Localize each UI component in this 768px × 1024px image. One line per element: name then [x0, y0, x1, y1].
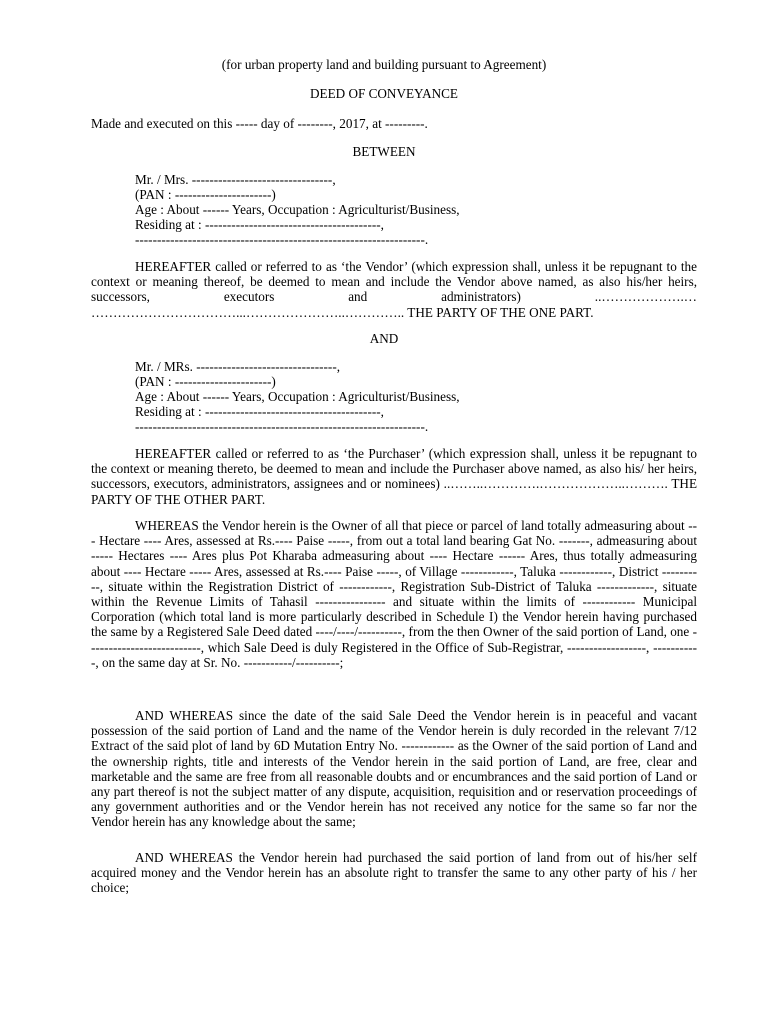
whereas-clause-3: AND WHEREAS the Vendor herein had purchased the said portion of land from out of his/her self acquired money and the Vendor herein has an absolute right to transfer the same to any other party of his / her choice; — [91, 850, 697, 896]
heading-note: (for urban property land and building pursuant to Agreement) — [221, 57, 547, 72]
vendor-address-line: ------------------------------------------------------------------. — [135, 232, 429, 247]
purchaser-address-line: ------------------------------------------------------------------. — [135, 419, 429, 434]
vendor-pan: (PAN : ----------------------) — [135, 187, 276, 202]
document-title: DEED OF CONVEYANCE — [310, 86, 458, 101]
vendor-name: Mr. / Mrs. --------------------------------, — [135, 172, 336, 187]
whereas-clause-2: AND WHEREAS since the date of the said Sale Deed the Vendor herein is in peaceful and vacant possession of the said portion of Land and the name of the Vendor herein is duly recorded in the relevant 7/12 Extract of the said plot of land by 6D Mutation Entry No. ------------ as the Owner of the said portion of Land and the ownership rights, title and interests of the Vendor herein in the said portion of Land, are free, clear and marketable and the same are free from all reasonable doubts and or encumbrances and the said portion of Land or any part thereof is not the subject matter of any dispute, acquisition, requisition and or reservation proceedings of any government authorities and or the Vendor herein has not received any notice for the same so far nor the Vendor herein has any knowledge about the same; — [91, 708, 697, 830]
purchaser-residing: Residing at : ----------------------------------------, — [135, 404, 384, 419]
vendor-age-occupation: Age : About ------ Years, Occupation : Agriculturist/Business, — [135, 202, 460, 217]
vendor-party-block — [135, 172, 615, 247]
purchaser-party-block — [135, 359, 615, 434]
purchaser-pan: (PAN : ----------------------) — [135, 374, 276, 389]
purchaser-name: Mr. / MRs. --------------------------------, — [135, 359, 341, 374]
and-label: AND — [369, 331, 399, 346]
made-executed-line: Made and executed on this ----- day of --------, 2017, at ---------. — [91, 116, 428, 131]
purchaser-clause: HEREAFTER called or referred to as ‘the Purchaser’ (which expression shall, unless it be repugnant to the context or meaning thereto, be deemed to mean and include the Purchaser above named, as also his/ her heirs, successors, executors, administrators, assignees and or nominees) ..……..………….………………..………. THE PARTY OF THE OTHER PART. — [91, 446, 697, 507]
between-label: BETWEEN — [352, 144, 416, 159]
purchaser-age-occupation: Age : About ------ Years, Occupation : Agriculturist/Business, — [135, 389, 460, 404]
whereas-clause-1: WHEREAS the Vendor herein is the Owner of all that piece or parcel of land totally admeasuring about --- Hectare ---- Ares, assessed at Rs.---- Paise -----, from out a total land bearing Gat No. -------, admeasuring about ----- Hectares ---- Ares plus Pot Kharaba admeasuring about ---- Hectare ------ Ares, thus totally admeasuring about ---- Hectare ----- Ares, assessed at Rs.---- Paise -----, of Village ------------, Taluka ------------, District ----------, situate within the Registration District of ------------, Registration Sub-District of Taluka -------------, situate within the Revenue Limits of Tahasil ---------------- and situate within the limits of ------------ Municipal Corporation (which total land is more particularly described in Schedule I) the Vendor herein having purchased the same by a Registered Sale Deed dated ----/----/----------, from the then Owner of the said portion of Land, one --------------------------, which Sale Deed is duly Registered in the Office of Sub-Registrar, ------------------, -----------, on the same day at Sr. No. -----------/----------; — [91, 518, 697, 670]
vendor-residing: Residing at : ----------------------------------------, — [135, 217, 384, 232]
vendor-clause: HEREAFTER called or referred to as ‘the Vendor’ (which expression shall, unless it be repugnant to the context or meaning thereof, be deemed to mean and include the Vendor above named, as also his/her heirs, successors, executors and administrators) ..……………….… ……………………………...…………………..………….. THE PARTY OF THE ONE PART. — [91, 259, 697, 320]
